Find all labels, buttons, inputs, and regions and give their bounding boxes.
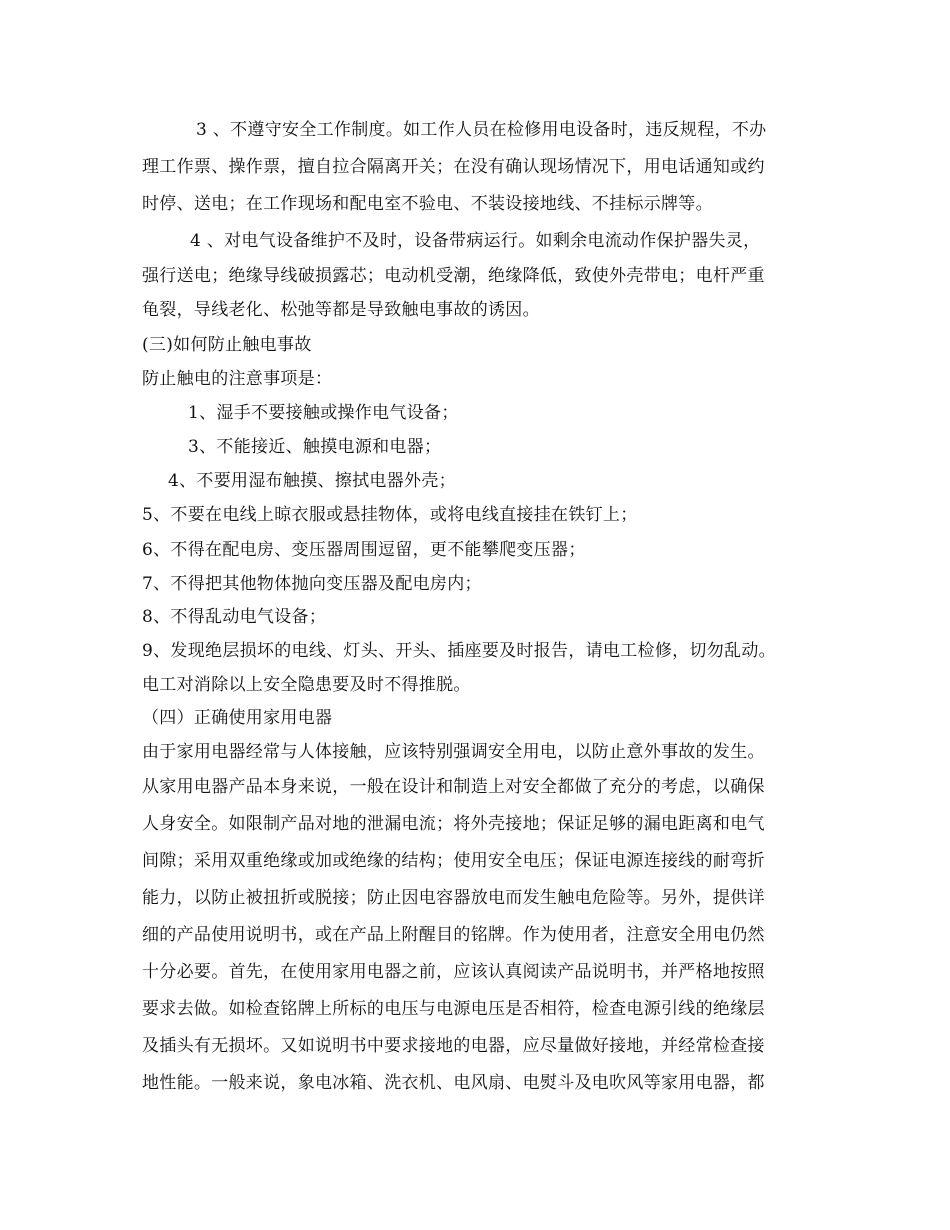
paragraph-appliance-line-5: 能力，以防止被扭折或脱接；防止因电容器放电而发生触电危险等。另外，提供详 bbox=[142, 888, 765, 908]
list-item-7: 7、不得把其他物体抛向变压器及配电房内； bbox=[142, 574, 482, 594]
paragraph-appliance-line-4: 间隙；采用双重绝缘或加或绝缘的结构；使用安全电压；保证电源连接线的耐弯折 bbox=[142, 851, 765, 871]
list-item-6: 6、不得在配电房、变压器周围逗留，更不能攀爬变压器； bbox=[142, 540, 586, 560]
paragraph-rule-4-line-2: 强行送电；绝缘导线破损露芯；电动机受潮，绝缘降低，致使外壳带电；电杆严重 bbox=[142, 266, 765, 286]
section-heading-4: （四）正确使用家用电器 bbox=[142, 708, 333, 728]
list-item-1: 1、湿手不要接触或操作电气设备； bbox=[188, 403, 459, 423]
section-heading-3: (三)如何防止触电事故 bbox=[142, 335, 312, 355]
list-item-9-continued: 电工对消除以上安全隐患要及时不得推脱。 bbox=[142, 675, 471, 695]
paragraph-rule-3-line-3: 时停、送电；在工作现场和配电室不验电、不装设接地线、不挂标示牌等。 bbox=[142, 194, 713, 214]
list-item-3: 3、不能接近、触摸电源和电器； bbox=[188, 437, 442, 457]
list-item-4: 4、不要用湿布触摸、擦拭电器外壳； bbox=[168, 471, 456, 491]
paragraph-appliance-line-7: 十分必要。首先，在使用家用电器之前，应该认真阅读产品说明书，并严格地按照 bbox=[142, 962, 765, 982]
paragraph-appliance-line-3: 人身安全。如限制产品对地的泄漏电流；将外壳接地；保证足够的漏电距离和电气 bbox=[142, 814, 765, 834]
paragraph-rule-4-line-1: 4 、对电气设备维护不及时，设备带病运行。如剩余电流动作保护器失灵， bbox=[190, 231, 761, 251]
paragraph-appliance-line-9: 及插头有无损坏。又如说明书中要求接地的电器，应尽量做好接地，并经常检查接 bbox=[142, 1036, 765, 1056]
paragraph-appliance-line-1: 由于家用电器经常与人体接触，应该特别强调安全用电，以防止意外事故的发生。 bbox=[142, 742, 765, 762]
paragraph-appliance-line-10: 地性能。一般来说，象电冰箱、洗衣机、电风扇、电熨斗及电吹风等家用电器，都 bbox=[142, 1073, 765, 1093]
paragraph-appliance-line-6: 细的产品使用说明书，或在产品上附醒目的铭牌。作为使用者，注意安全用电仍然 bbox=[142, 925, 765, 945]
paragraph-rule-3-line-2: 理工作票、操作票，擅自拉合隔离开关；在没有确认现场情况下，用电话通知或约 bbox=[142, 157, 765, 177]
list-item-9: 9、发现绝层损坏的电线、灯头、开头、插座要及时报告，请电工检修，切勿乱动。 bbox=[142, 641, 776, 661]
paragraph-appliance-line-8: 要求去做。如检查铭牌上所标的电压与电源电压是否相符，检查电源引线的绝缘层 bbox=[142, 999, 765, 1019]
list-item-8: 8、不得乱动电气设备； bbox=[142, 607, 327, 627]
paragraph-rule-4-line-3: 龟裂，导线老化、松弛等都是导致触电事故的诱因。 bbox=[142, 300, 540, 320]
list-intro: 防止触电的注意事项是： bbox=[142, 369, 333, 389]
paragraph-rule-3-line-1: 3 、不遵守安全工作制度。如工作人员在检修用电设备时，违反规程，不办 bbox=[196, 120, 767, 140]
paragraph-appliance-line-2: 从家用电器产品本身来说，一般在设计和制造上对安全都做了充分的考虑，以确保 bbox=[142, 777, 765, 797]
list-item-5: 5、不要在电线上晾衣服或悬挂物体，或将电线直接挂在铁钉上； bbox=[142, 505, 638, 525]
